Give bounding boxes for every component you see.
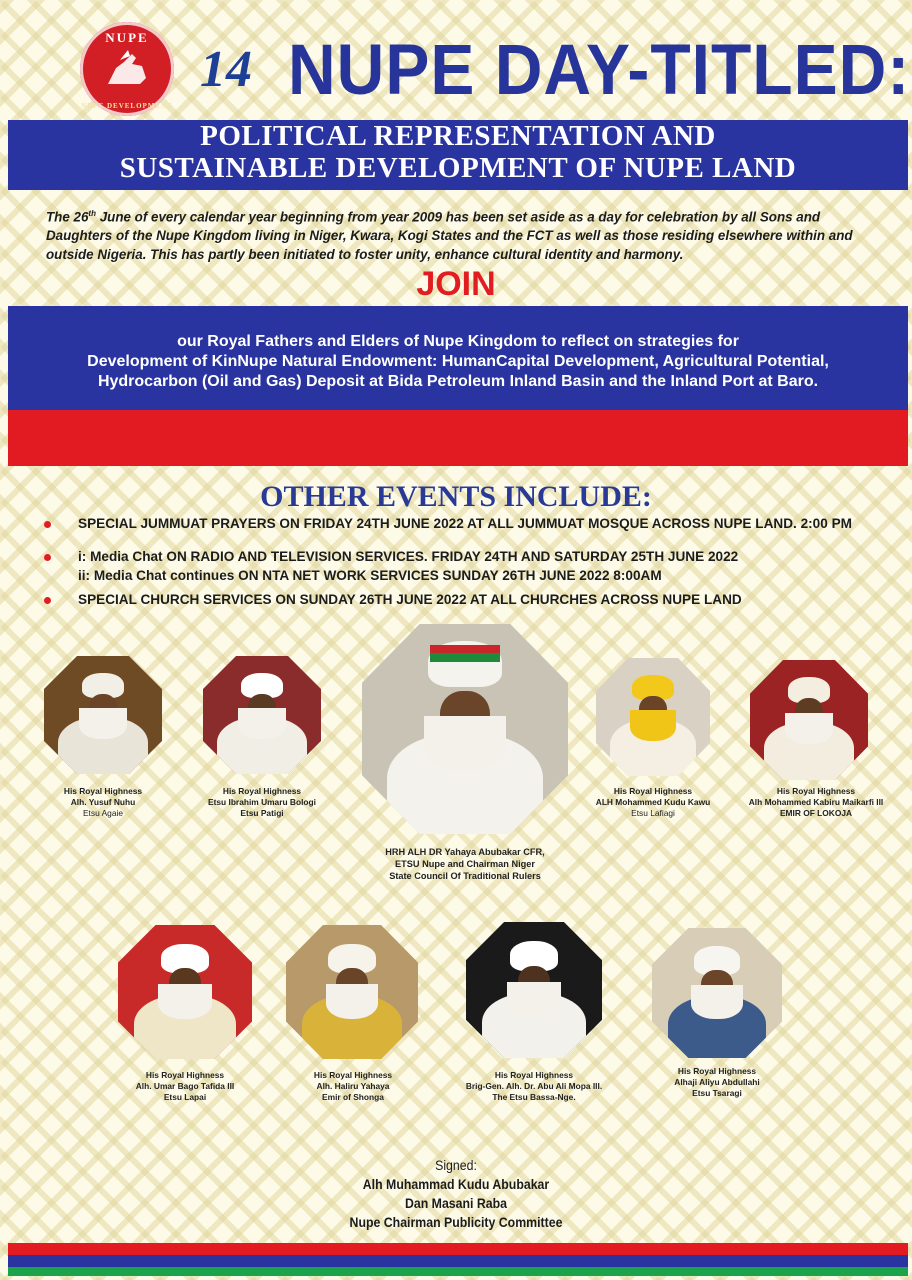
caption-emir-lokoja: His Royal Highness Alh Mohammed Kabiru Maikarfi III EMIR OF LOKOJA [748, 786, 884, 818]
footer-stripe-green [8, 1267, 908, 1276]
theme-banner [8, 120, 908, 190]
portrait-etsu-tsaragi [652, 928, 782, 1058]
horse-rider-icon [102, 48, 152, 90]
event-item-3: SPECIAL CHURCH SERVICES ON SUNDAY 26TH JUNE 2022 AT ALL CHURCHES ACROSS NUPE LAND [78, 592, 742, 607]
bullet-icon [44, 597, 51, 604]
caption-etsu-tsaragi: His Royal Highness Alhaji Aliyu Abdullahi Etsu Tsaragi [674, 1066, 760, 1098]
theme-line-2: SUSTAINABLE DEVELOPMENT OF NUPE LAND [119, 152, 797, 184]
caption-etsu-lapai: His Royal Highness Alh. Umar Bago Tafida III Etsu Lapai [135, 1070, 235, 1102]
intro-text-start: The 26 [46, 209, 89, 225]
portrait-etsu-lapai [118, 925, 252, 1059]
footer-stripe-blue [8, 1255, 908, 1267]
caption-etsu-agaie: His Royal Highness Alh. Yusuf Nuhu Etsu Agaie [63, 786, 143, 818]
join-line-1: our Royal Fathers and Elders of Nupe Kingdom to reflect on strategies for [177, 333, 739, 350]
theme-line-1: POLITICAL REPRESENTATION AND [200, 120, 716, 152]
nupe-logo [80, 22, 174, 116]
caption-etsu-patigi: His Royal Highness Etsu Ibrahim Umaru Bologi Etsu Patigi [208, 786, 316, 818]
caption-emir-shonga: His Royal Highness Alh. Haliru Yahaya Emir of Shonga [313, 1070, 393, 1102]
signatory-title-1: Dan Masani Raba [404, 1195, 508, 1211]
join-line-2: Development of KinNupe Natural Endowment: HumanCapital Development, Agricultural Potential, [87, 353, 829, 370]
bullet-icon [44, 554, 51, 561]
intro-paragraph [46, 204, 886, 264]
signatory-name: Alh Muhammad Kudu Abubakar [362, 1176, 550, 1192]
signed-label: Signed: [435, 1157, 477, 1173]
portrait-etsu-bassa-nge [466, 922, 602, 1058]
caption-etsu-bassa-nge: His Royal Highness Brig-Gen. Alh. Dr. Abu Ali Mopa III. The Etsu Bassa-Nge. [465, 1070, 603, 1102]
join-banner [8, 306, 908, 410]
edition-number: 14 [200, 41, 252, 98]
signatory-title-2: Nupe Chairman Publicity Committee [349, 1214, 563, 1230]
portrait-emir-shonga [286, 925, 418, 1059]
event-item-2a: i: Media Chat ON RADIO AND TELEVISION SERVICES. FRIDAY 24TH AND SATURDAY 25TH JUNE 2022 [78, 549, 739, 564]
signature-block [55, 1156, 858, 1232]
join-line-3: Hydrocarbon (Oil and Gas) Deposit at Bida Petroleum Inland Basin and the Inland Port at Baro. [97, 373, 819, 390]
logo-top-text: NUPE [105, 30, 149, 45]
portrait-etsu-agaie [44, 656, 162, 774]
event-item-1: SPECIAL JUMMUAT PRAYERS ON FRIDAY 24TH JUNE 2022 AT ALL JUMMUAT MOSQUE ACROSS NUPE LAND. 2:00 PM [78, 516, 852, 531]
red-banner [8, 410, 908, 466]
caption-etsu-lafiagi: His Royal Highness ALH Mohammed Kudu Kawu Etsu Lafiagi [595, 786, 711, 818]
event-item-2b: ii: Media Chat continues ON NTA NET WORK SERVICES SUNDAY 26TH JUNE 2022 8:00AM [78, 568, 662, 583]
headline: NUPE DAY-TITLED: [288, 29, 911, 109]
portrait-etsu-patigi [203, 656, 321, 774]
join-heading: JOIN [416, 265, 496, 303]
intro-superscript: th [88, 209, 96, 218]
portrait-etsu-nupe [362, 624, 568, 834]
caption-etsu-nupe: HRH ALH DR Yahaya Abubakar CFR, ETSU Nupe and Chairman Niger State Council Of Traditional Rulers [385, 847, 545, 881]
bullet-icon [44, 521, 51, 528]
footer-stripe-red [8, 1243, 908, 1255]
portrait-emir-lokoja [750, 660, 868, 780]
events-title: OTHER EVENTS INCLUDE: [260, 480, 652, 513]
logo-bottom-text: NUPE DEVELOPMENT [81, 102, 173, 110]
intro-text-rest: June of every calendar year beginning from year 2009 has been set aside as a day for celebration by all Sons and Daughters of the Nupe Kingdom living in Niger, Kwara, Kogi States and the FCT as well as those residing elsewhere within and outside Nigeria. This has partly been initiated to foster unity, enhance cultural identity and harmony. [46, 209, 853, 263]
portrait-etsu-lafiagi [596, 658, 710, 776]
